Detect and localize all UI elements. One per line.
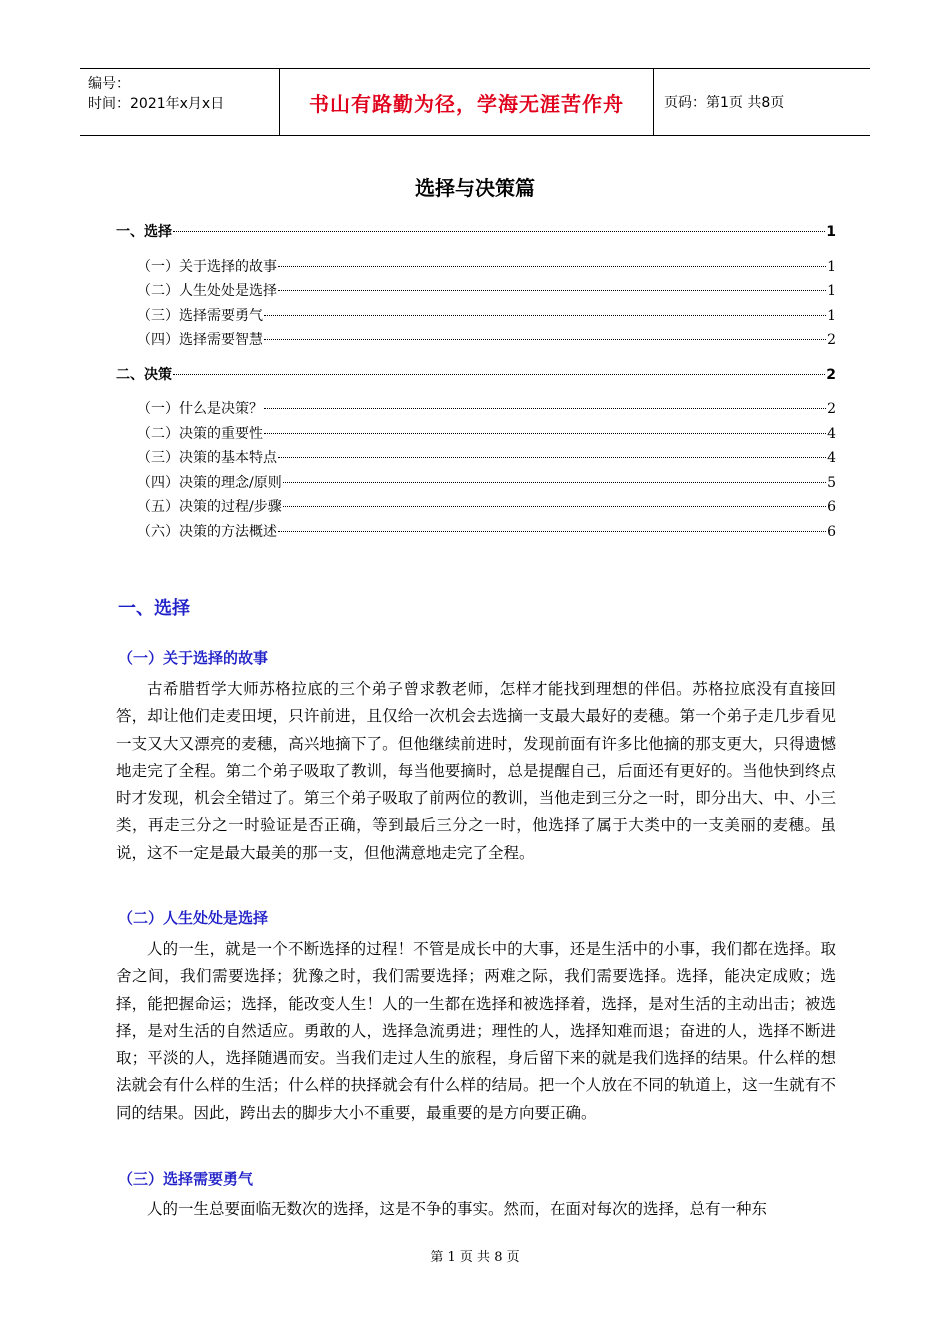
- toc-entry[interactable]: （二）决策的重要性 4: [137, 425, 836, 442]
- toc-entry[interactable]: （一）关于选择的故事 1: [137, 258, 836, 275]
- section-heading: 一、选择: [118, 598, 190, 619]
- toc-entry[interactable]: （三）选择需要勇气 1: [137, 307, 836, 324]
- paragraph: 人的一生总要面临无数次的选择，这是不争的事实。然而，在面对每次的选择，总有一种东: [147, 1200, 768, 1218]
- subsection-heading: （一）关于选择的故事: [118, 649, 269, 667]
- toc-entry[interactable]: （五）决策的过程/步骤 6: [137, 499, 836, 515]
- header-page-info: 页码：第1页 共8页: [664, 95, 785, 111]
- document-title: 选择与决策篇: [415, 176, 535, 200]
- toc-entry[interactable]: 一、选择 1: [116, 224, 836, 240]
- toc-entry[interactable]: （四）决策的理念/原则 5: [137, 474, 836, 491]
- paragraph: 人的一生，就是一个不断选择的过程！不管是成长中的大事，还是生活中的小事，我们都在选择。取舍之间，我们需要选择；犹豫之时，我们需要选择；两难之际，我们需要选择。选择，能决定成败；选择，能把握命运；选择，能改变人生！人的一生都在选择和被选择着，选择，是对生活的主动出击；被选择，是对生活的自然适应。勇敢的人，选择急流勇进；理性的人，选择知难而退；奋进的人，选择不断进取；平淡的人，选择随遇而安。当我们走过人生的旅程，身后留下来的就是我们选择的结果。什么样的想法就会有什么样的生活；什么样的抉择就会有什么样的结局。把一个人放在不同的轨道上，这一生就有不同的结果。因此，跨出去的脚步大小不重要，最重要的是方向要正确。: [116, 940, 836, 1122]
- table-of-contents: [116, 220, 836, 544]
- toc-entry[interactable]: （四）选择需要智慧 2: [137, 332, 836, 348]
- code-label: 编号：: [88, 76, 130, 92]
- toc-entry[interactable]: （六）决策的方法概述 6: [137, 523, 836, 540]
- toc-entry[interactable]: （二）人生处处是选择 1: [137, 283, 836, 299]
- paragraph: 古希腊哲学大师苏格拉底的三个弟子曾求教老师，怎样才能找到理想的伴侣。苏格拉底没有直接回答，却让他们走麦田埂，只许前进，且仅给一次机会去选摘一支最大最好的麦穗。第一个弟子走几步看见一支又大又漂亮的麦穗，高兴地摘下了。但他继续前进时，发现前面有许多比他摘的那支更大，只得遗憾地走完了全程。第二个弟子吸取了教训，每当他要摘时，总是提醒自己，后面还有更好的。当他快到终点时才发现，机会全错过了。第三个弟子吸取了前两位的教训，当他走到三分之一时，即分出大、中、小三类，再走三分之一时验证是否正确，等到最后三分之一时，他选择了属于大类中的一支美丽的麦穗。虽说，这不一定是最大最美的那一支，但他满意地走完了全程。: [116, 680, 836, 862]
- page-footer: 第 1 页 共 8 页: [430, 1250, 520, 1265]
- header-motto: 书山有路勤为径，学海无涯苦作舟: [280, 69, 654, 135]
- time-label: 时间：2021年x月x日: [88, 96, 225, 112]
- toc-entry[interactable]: （一）什么是决策？ 2: [137, 401, 836, 417]
- subsection-heading: （三）选择需要勇气: [118, 1170, 254, 1188]
- toc-entry[interactable]: （三）决策的基本特点 4: [137, 450, 836, 466]
- header-meta: [80, 69, 280, 135]
- subsection-heading: （二）人生处处是选择: [118, 909, 269, 927]
- header-table: [80, 68, 870, 136]
- toc-entry[interactable]: 二、决策 2: [116, 366, 836, 383]
